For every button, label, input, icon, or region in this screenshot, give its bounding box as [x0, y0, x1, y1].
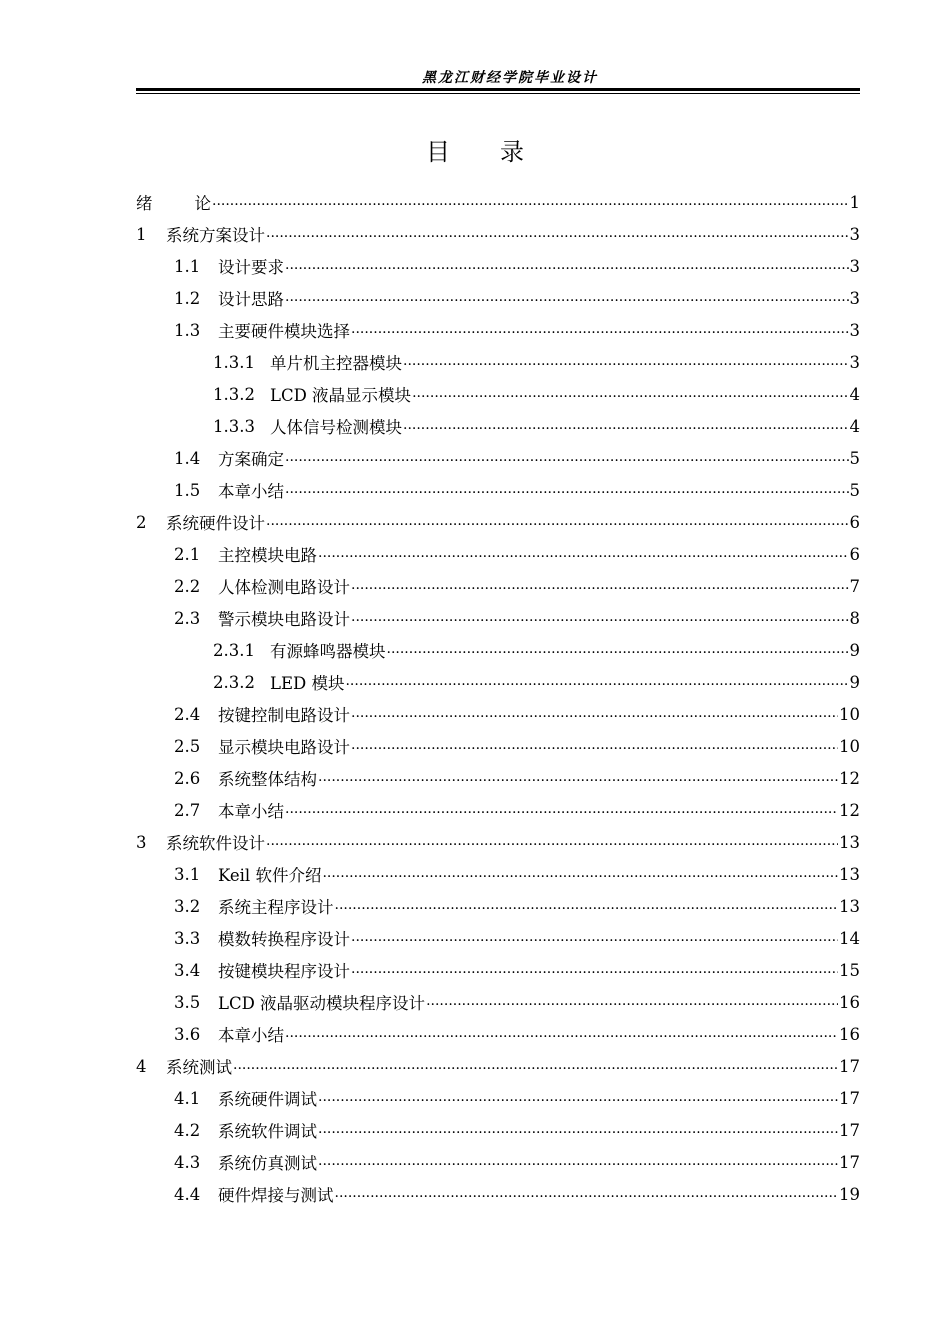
toc-entry[interactable] — [136, 474, 860, 506]
toc-entry-number: 1 — [136, 224, 147, 244]
toc-entry-page: 6 — [849, 512, 860, 532]
toc-entry-page: 7 — [849, 576, 860, 596]
toc-entry-number: 1.3 — [174, 320, 201, 340]
toc-entry-label: 本章小结 — [218, 802, 284, 821]
header-school-title: 黑龙江财经学院毕业设计 — [422, 70, 598, 86]
toc-entry-label: 设计要求 — [218, 258, 284, 277]
toc-entry[interactable] — [136, 506, 860, 538]
toc-title-char-1: 目 — [426, 138, 450, 166]
dot-leader — [335, 1185, 839, 1203]
table-of-contents — [136, 186, 860, 1210]
toc-entry[interactable] — [136, 730, 860, 762]
toc-entry-label: 系统软件设计 — [166, 834, 265, 853]
intro-char-2: 论 — [194, 194, 211, 213]
dot-leader — [387, 641, 849, 659]
toc-entry[interactable] — [136, 666, 860, 698]
toc-entry-page: 17 — [839, 1056, 860, 1076]
dot-leader — [318, 1089, 838, 1107]
toc-entry-number: 2.1 — [174, 544, 201, 564]
toc-entry[interactable] — [136, 218, 860, 250]
toc-entry-number: 4.2 — [174, 1120, 201, 1140]
dot-leader — [266, 513, 849, 531]
toc-entry[interactable] — [136, 1146, 860, 1178]
toc-entry-page: 4 — [849, 416, 860, 436]
dot-leader — [285, 481, 849, 499]
toc-title — [0, 132, 950, 167]
toc-entry-number: 2.2 — [174, 576, 201, 596]
toc-entry-number: 1.3.3 — [213, 416, 255, 436]
toc-entry-page: 10 — [839, 736, 860, 756]
toc-entry-number: 3.2 — [174, 896, 201, 916]
toc-title-char-2: 录 — [500, 138, 524, 166]
dot-leader — [322, 865, 838, 883]
toc-entry-label: 主要硬件模块选择 — [218, 322, 350, 341]
dot-leader — [403, 417, 849, 435]
dot-leader — [412, 385, 848, 403]
toc-entry[interactable] — [136, 762, 860, 794]
toc-entry-page: 9 — [849, 640, 860, 660]
toc-entry[interactable] — [136, 1114, 860, 1146]
toc-entry-page: 12 — [839, 768, 860, 788]
toc-entry-label: 设计思路 — [218, 290, 284, 309]
toc-entry-page: 3 — [849, 224, 860, 244]
toc-entry[interactable] — [136, 858, 860, 890]
toc-entry-page: 13 — [839, 896, 860, 916]
toc-entry-label: LCD 液晶显示模块 — [270, 386, 412, 405]
toc-entry-label: 系统整体结构 — [218, 770, 317, 789]
toc-entry[interactable] — [136, 826, 860, 858]
dot-leader — [212, 193, 849, 211]
header-rule-thick — [136, 88, 860, 91]
toc-entry-page: 3 — [849, 288, 860, 308]
dot-leader — [345, 673, 848, 691]
dot-leader — [266, 833, 838, 851]
toc-entry-label — [136, 190, 211, 214]
toc-entry-number: 2.3 — [174, 608, 201, 628]
toc-entry-label: 系统主程序设计 — [218, 898, 334, 917]
dot-leader — [335, 897, 839, 915]
toc-entry[interactable] — [136, 410, 860, 442]
toc-entry-list — [136, 218, 860, 1210]
toc-entry[interactable] — [136, 314, 860, 346]
toc-entry-page: 12 — [839, 800, 860, 820]
toc-entry-page: 3 — [849, 320, 860, 340]
toc-entry-label: LCD 液晶驱动模块程序设计 — [218, 994, 426, 1013]
toc-entry-page: 16 — [839, 1024, 860, 1044]
toc-entry[interactable] — [136, 1018, 860, 1050]
toc-entry[interactable] — [136, 346, 860, 378]
toc-entry[interactable] — [136, 442, 860, 474]
toc-entry-number: 3.5 — [174, 992, 201, 1012]
toc-entry-page: 13 — [839, 832, 860, 852]
toc-entry-intro[interactable] — [136, 186, 860, 218]
toc-entry-number: 3 — [136, 832, 147, 852]
toc-entry-label: 系统方案设计 — [166, 226, 265, 245]
toc-entry-number: 3.6 — [174, 1024, 201, 1044]
dot-leader — [318, 1121, 838, 1139]
toc-entry-page: 16 — [839, 992, 860, 1012]
toc-entry-number: 2.4 — [174, 704, 201, 724]
toc-entry-label: 人体检测电路设计 — [218, 578, 350, 597]
toc-entry-label: 模数转换程序设计 — [218, 930, 350, 949]
toc-entry-number: 2.5 — [174, 736, 201, 756]
toc-entry-page: 17 — [839, 1152, 860, 1172]
toc-entry[interactable] — [136, 1178, 860, 1210]
toc-entry-number: 3.4 — [174, 960, 201, 980]
toc-entry[interactable] — [136, 922, 860, 954]
toc-entry-label: 本章小结 — [218, 1026, 284, 1045]
toc-entry-number: 2.3.2 — [213, 672, 255, 692]
toc-entry-number: 2 — [136, 512, 147, 532]
toc-entry[interactable] — [136, 1050, 860, 1082]
toc-entry-number: 2.3.1 — [213, 640, 255, 660]
toc-entry-page: 3 — [849, 256, 860, 276]
toc-entry-label: 有源蜂鸣器模块 — [270, 642, 386, 661]
toc-entry[interactable] — [136, 602, 860, 634]
dot-leader — [285, 801, 838, 819]
dot-leader — [318, 769, 838, 787]
toc-entry-label: 系统软件调试 — [218, 1122, 317, 1141]
dot-leader — [285, 449, 849, 467]
dot-leader — [285, 289, 849, 307]
toc-entry-label: 方案确定 — [218, 450, 284, 469]
toc-entry-number: 1.1 — [174, 256, 201, 276]
toc-entry-label: 按键模块程序设计 — [218, 962, 350, 981]
toc-entry[interactable] — [136, 890, 860, 922]
toc-entry-label: 单片机主控器模块 — [270, 354, 402, 373]
dot-leader — [351, 929, 838, 947]
toc-entry-number: 1.5 — [174, 480, 201, 500]
toc-entry-label: LED 模块 — [270, 674, 345, 693]
dot-leader — [285, 257, 849, 275]
toc-entry-label: 系统硬件设计 — [166, 514, 265, 533]
toc-entry-page: 15 — [839, 960, 860, 980]
toc-entry-number: 4 — [136, 1056, 147, 1076]
toc-entry-label: 显示模块电路设计 — [218, 738, 350, 757]
toc-entry-page: 6 — [849, 544, 860, 564]
toc-entry[interactable] — [136, 378, 860, 410]
dot-leader — [233, 1057, 838, 1075]
toc-entry[interactable] — [136, 794, 860, 826]
toc-entry-page: 4 — [849, 384, 860, 404]
dot-leader — [351, 705, 838, 723]
toc-entry-page: 8 — [849, 608, 860, 628]
toc-entry-page: 13 — [839, 864, 860, 884]
toc-entry-number: 1.4 — [174, 448, 201, 468]
dot-leader — [351, 961, 838, 979]
intro-char-1: 绪 — [136, 194, 153, 213]
toc-entry-number: 1.2 — [174, 288, 201, 308]
toc-entry-label: 本章小结 — [218, 482, 284, 501]
toc-entry[interactable] — [136, 250, 860, 282]
dot-leader — [351, 609, 849, 627]
toc-entry[interactable] — [136, 954, 860, 986]
dot-leader — [318, 1153, 838, 1171]
toc-entry[interactable] — [136, 634, 860, 666]
toc-entry-page: 5 — [849, 480, 860, 500]
toc-entry-page: 3 — [849, 352, 860, 372]
toc-entry-number: 1.3.1 — [213, 352, 255, 372]
dot-leader — [285, 1025, 838, 1043]
toc-entry-number: 1.3.2 — [213, 384, 255, 404]
toc-entry-page: 10 — [839, 704, 860, 724]
toc-entry[interactable] — [136, 570, 860, 602]
toc-entry-label: 硬件焊接与测试 — [218, 1186, 334, 1205]
toc-entry-number: 3.3 — [174, 928, 201, 948]
toc-entry-number: 2.7 — [174, 800, 201, 820]
toc-entry-label: 人体信号检测模块 — [270, 418, 402, 437]
toc-entry[interactable] — [136, 282, 860, 314]
toc-entry-label: 按键控制电路设计 — [218, 706, 350, 725]
dot-leader — [351, 577, 849, 595]
toc-entry[interactable] — [136, 698, 860, 730]
toc-entry-page: 9 — [849, 672, 860, 692]
toc-entry-number: 4.4 — [174, 1184, 201, 1204]
dot-leader — [403, 353, 849, 371]
toc-entry-page: 17 — [839, 1088, 860, 1108]
toc-entry-number: 4.1 — [174, 1088, 201, 1108]
toc-entry-page: 5 — [849, 448, 860, 468]
toc-entry-label: 系统测试 — [166, 1058, 232, 1077]
toc-entry-number: 3.1 — [174, 864, 201, 884]
toc-entry[interactable] — [136, 986, 860, 1018]
toc-entry-page: 17 — [839, 1120, 860, 1140]
toc-entry[interactable] — [136, 1082, 860, 1114]
toc-entry-page: 14 — [839, 928, 860, 948]
toc-entry-label: 警示模块电路设计 — [218, 610, 350, 629]
toc-entry-label: 主控模块电路 — [218, 546, 317, 565]
toc-entry[interactable] — [136, 538, 860, 570]
toc-entry-number: 4.3 — [174, 1152, 201, 1172]
dot-leader — [351, 321, 849, 339]
dot-leader — [351, 737, 838, 755]
dot-leader — [426, 993, 838, 1011]
toc-entry-page: 19 — [839, 1184, 860, 1204]
toc-entry-label: Keil 软件介绍 — [218, 866, 322, 885]
toc-entry-label: 系统仿真测试 — [218, 1154, 317, 1173]
dot-leader — [318, 545, 849, 563]
dot-leader — [266, 225, 849, 243]
toc-entry-page: 1 — [849, 192, 860, 212]
toc-entry-number: 2.6 — [174, 768, 201, 788]
header-rule-thin — [136, 93, 860, 94]
toc-entry-label: 系统硬件调试 — [218, 1090, 317, 1109]
